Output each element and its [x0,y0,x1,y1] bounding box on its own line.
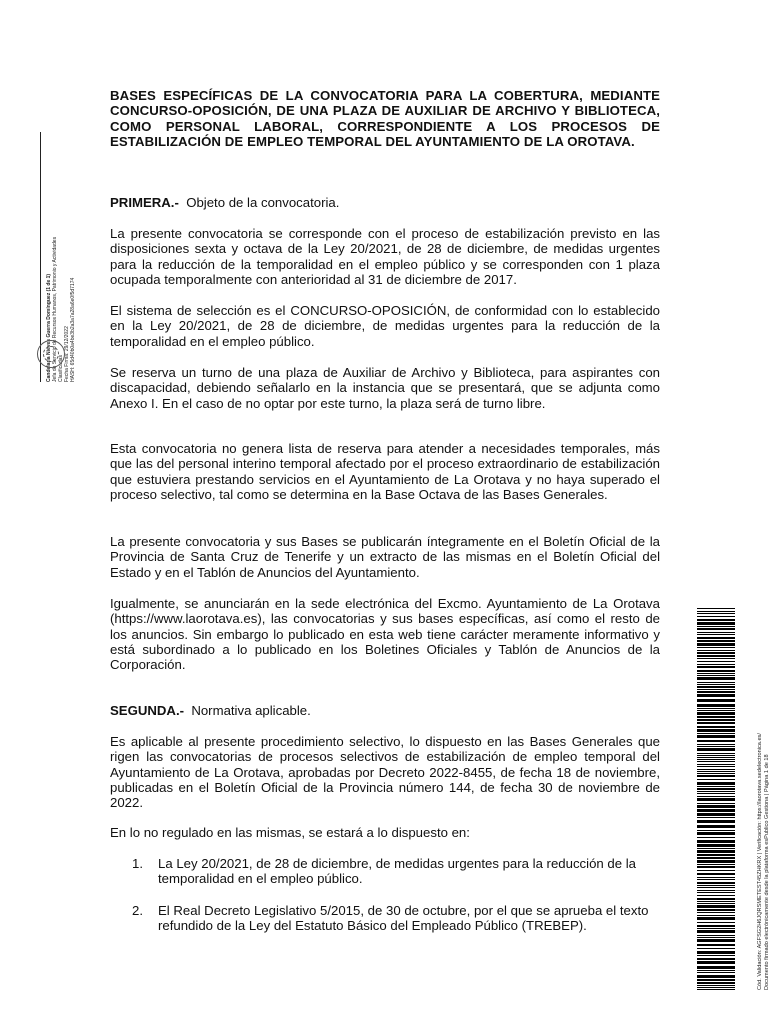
barcode-bar [697,922,735,923]
section-segunda-heading [110,703,311,718]
barcode-bar [697,733,735,734]
barcode-bar [697,860,735,863]
barcode-bar [697,755,735,756]
signature-date: Fecha Firma: 29/12/2022 [64,326,70,382]
barcode-bar [697,975,735,978]
barcode-bar [697,611,735,612]
barcode-bar [697,655,735,657]
barcode-bar [697,716,735,718]
barcode-bar [697,786,735,787]
barcode-bar [697,757,735,758]
barcode-bar [697,791,735,792]
barcode-bar [697,694,735,697]
barcode-bar [697,673,735,674]
section-primera-heading [110,195,339,210]
barcode-bar [697,748,735,751]
barcode-bar [697,628,735,630]
paragraph: El sistema de selección es el CONCURSO-OPOSICIÓN, de conformidad con lo establecido en la Ley 20/2021, de 28 de diciembre, de medidas urgentes para la reducción de la temporalidad en el empleo público. [110,303,660,349]
barcode-bar [697,830,735,831]
barcode-bar [697,753,735,754]
barcode-bar [697,844,735,847]
barcode-bar [697,779,735,780]
barcode-bar [697,848,735,849]
barcode-bar [697,857,735,859]
barcode-bar [697,854,735,856]
section-segunda-label: SEGUNDA.- [110,703,184,718]
barcode-bar [697,775,735,777]
verification-code: Cód. Validación: AGFSG2H6JQRSMETEST45ZHKRX | Verificación: https://laorotava.sedelectronica.es/ [757,733,763,990]
barcode-bar [697,632,735,633]
list-text: El Real Decreto Legislativo 5/2015, de 30 de octubre, por el que se aprueba el texto refundido de la Ley del Estatuto Básico del Empleado Público (TREBEP). [158,903,649,934]
barcode-bar [697,652,735,654]
barcode-bar [697,782,735,785]
barcode-bar [697,726,735,728]
barcode-bar [697,616,735,617]
paragraph: Es aplicable al presente procedimiento selectivo, lo dispuesto en las Bases Generales que rigen las convocatorias de procesos selectivos de estabilización de empleo temporal del Ayuntamiento de La Orotava, aprobadas por Decreto 2022-8455, de fecha 18 de noviembre, publicadas en el Boletín Oficial de la Provincia número 144, de fecha 30 de noviembre de 2022. [110,734,660,811]
barcode-bar [697,890,735,891]
signer-org: Clasificadas [58,355,64,382]
barcode-bar [697,887,735,888]
barcode-bar [697,925,735,927]
verification-text [757,610,770,990]
list-number: 2. [132,903,143,918]
barcode-bar [697,608,735,609]
barcode-bar [697,905,735,908]
paragraph: En lo no regulado en las mismas, se estará a lo dispuesto en: [110,825,470,840]
barcode-bar [697,634,735,635]
barcode-bar [697,613,735,614]
barcode-bar [697,982,735,984]
barcode-bar [697,879,735,880]
barcode-bar [697,912,735,913]
barcode-bar [697,903,735,904]
barcode-bar [697,961,735,964]
barcode-bar [697,915,735,916]
barcode-bar [697,764,735,765]
barcode-bar [697,930,735,933]
document-title: BASES ESPECÍFICAS DE LA CONVOCATORIA PARA LA COBERTURA, MEDIANTE CONCURSO-OPOSICIÓN, DE UNA PLAZA DE AUXILIAR DE ARCHIVO Y BIBLIOTECA, COMO PERSONAL LABORAL, CORRESPONDIENTE A LOS PROCESOS DE ESTABILIZACIÓN DE EMPLEO TEMPORAL DEL AYUNTAMIENTO DE LA OROTAVA. [110,88,660,150]
seal-icon [37,340,65,368]
barcode-bar [697,622,735,625]
barcode-bar [697,746,735,747]
barcode-bar [697,677,735,680]
barcode-bar [697,675,735,676]
barcode-bar [697,809,735,812]
barcode-bar [697,864,735,865]
barcode-bar [697,643,735,646]
barcode-bar [697,870,735,871]
barcode-bar [697,917,735,920]
barcode-bar [697,895,735,896]
barcode-bar [697,788,735,790]
barcode-bar [697,909,735,911]
barcode-bar [697,882,735,884]
barcode-bar [697,619,735,621]
barcode-bar [697,966,735,969]
barcode-bar [697,958,735,960]
paragraph: Se reserva un turno de una plaza de Auxiliar de Archivo y Biblioteca, para aspirantes con discapacidad, debiendo señalarlo en la instancia que se presentará, que se adjunta como Anexo I. En el caso de no optar por este turno, la plaza será de turno libre. [110,365,660,411]
barcode-bar [697,699,735,702]
barcode-bar [697,832,735,835]
barcode-bar [697,686,735,688]
paragraph: La presente convocatoria se corresponde con el proceso de estabilización previsto en las disposiciones sexta y octava de la Ley 20/2021, de 28 de diciembre, de medidas urgentes para la reducción de la temporalidad en el empleo público y se corresponden con 1 plaza ocupada temporalmente con anterioridad al 31 de diciembre de 2017. [110,226,660,287]
section-primera-label: PRIMERA.- [110,195,179,210]
barcode-bar [697,892,735,893]
barcode-bar [697,729,735,732]
signer-name: Candelaria Nieves Guerra Domínguez (1 de 1) [46,273,52,382]
barcode-bar [697,664,735,665]
list-text: La Ley 20/2021, de 28 de diciembre, de medidas urgentes para la reducción de la temporalidad en el empleo público. [158,856,637,887]
barcode-bar [697,626,735,627]
barcode-bar [697,937,735,938]
barcode-bar [697,796,735,797]
section-primera-title: Objeto de la convocatoria. [186,195,340,210]
barcode-bar [697,873,735,875]
barcode-bar [697,885,735,886]
barcode-bar [697,658,735,659]
barcode-bar [697,805,735,808]
barcode-bar [697,771,735,772]
barcode-bar [697,955,735,956]
barcode-bar [697,820,735,823]
barcode-bar [697,817,735,818]
barcode-bar [697,939,735,942]
barcode-bar [697,637,735,639]
barcode-bar [697,708,735,709]
barcode-bar [697,898,735,900]
paragraph: Esta convocatoria no genera lista de reserva para atender a necesidades temporales, más que las del personal interino temporal afectado por el proceso extraordinario de estabilización que estuviera prestando servicios en el Ayuntamiento de La Orotava y no haya superado el proceso selectivo, tal como se determina en la Base Octava de las Bases Generales. [110,441,660,502]
barcode-bar [697,670,735,672]
barcode-bar [697,987,735,988]
barcode-bar [697,735,735,738]
barcode-bar [697,798,735,801]
barcode-bar [697,647,735,648]
barcode-bar [697,850,735,853]
barcode-bar [697,769,735,770]
barcode-bar [697,928,735,929]
barcode-bar [697,972,735,973]
barcode-bar [697,944,735,946]
paragraph: La presente convocatoria y sus Bases se publicarán íntegramente en el Boletín Oficial de la Provincia de Santa Cruz de Tenerife y un extracto de las mismas en el Boletín Oficial del Estado y en el Tablón de Anuncios del Ayuntamiento. [110,534,660,580]
barcode-bar [697,691,735,693]
barcode-bar [697,837,735,838]
barcode-bar [697,640,735,642]
barcode-bar [697,951,735,954]
barcode-bar [697,901,735,902]
barcode-bar [697,759,735,760]
barcode-bar [697,825,735,828]
barcode-bar [697,935,735,936]
barcode-bar [697,866,735,868]
barcode-bar [697,740,735,742]
barcode-bar [697,722,735,724]
barcode-bar [697,684,735,685]
barcode-bar [697,877,735,878]
barcode-bar [697,803,735,804]
barcode-bar [697,793,735,794]
barcode-bar [697,712,735,715]
barcode-bar [697,766,735,767]
list-number: 1. [132,856,143,871]
barcode-bar [697,710,735,711]
barcode-bar [697,761,735,762]
verification-platform: Documento firmado electrónicamente desde la plataforma esPublico Gestiona | Página 1 de 18 [763,754,770,990]
barcode-bar [697,682,735,683]
barcode-bar [697,773,735,774]
barcode-bar [697,813,735,816]
signer-role: Jefa de Servicio de Recursos Humanos, Patrimonio y Actividades [52,236,58,382]
section-segunda-title: Normativa aplicable. [191,703,311,718]
barcode-bar [697,689,735,690]
barcode [697,608,735,990]
barcode-bar [697,666,735,668]
barcode-bar [697,719,735,721]
barcode-bar [697,989,735,990]
barcode-bar [697,985,735,986]
barcode-bar [697,744,735,745]
barcode-bar [697,979,735,981]
barcode-bar [697,948,735,949]
barcode-bar [697,970,735,971]
barcode-bar [697,661,735,662]
paragraph: Igualmente, se anunciarán en la sede electrónica del Excmo. Ayuntamiento de La Orotava (https://www.laorotava.es), las convocatorias y sus bases específicas, así como el resto de los anuncios. Sin embargo lo publicado en esta web tiene carácter meramente informativo y está subordinado a lo publicado en los Boletines Oficiales y Tablón de Anuncios de la Corporación. [110,596,660,673]
barcode-bar [697,650,735,651]
signature-hash: HASH: 65d40b0a4be3b2a3a7a28a6e0f5d7174 [70,277,76,382]
barcode-bar [697,840,735,843]
barcode-bar [697,704,735,707]
